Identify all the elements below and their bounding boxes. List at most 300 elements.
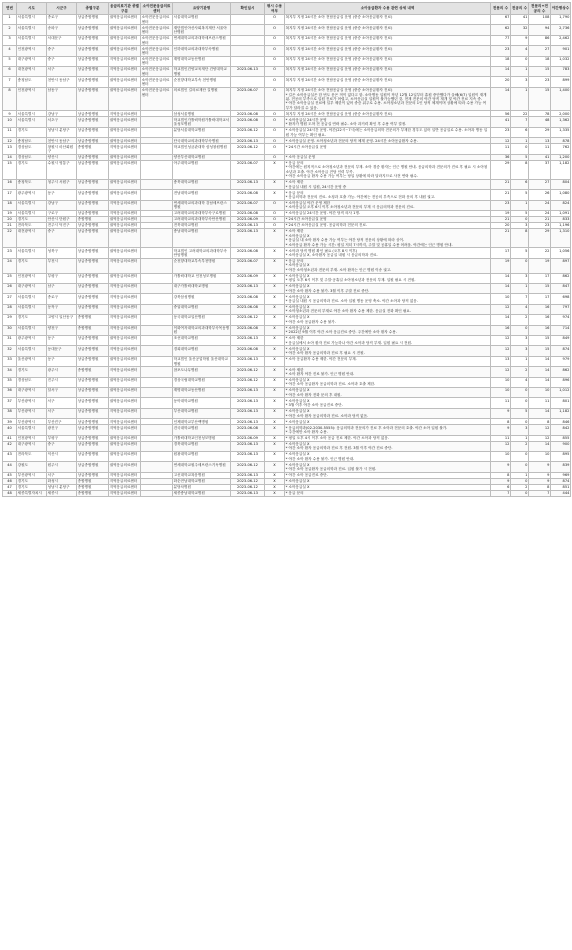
cell-detail: * 24시간 소아응급실 운영	[285, 144, 491, 154]
cell-total: 12	[529, 435, 551, 441]
cell-accept: O	[265, 46, 285, 56]
cell-total: 29	[529, 127, 551, 137]
table-row	[3, 25, 571, 35]
cell-residents: 8	[511, 160, 529, 179]
cell-hospital-name: 세종충남대학교병원	[173, 490, 231, 496]
cell-residents: 2	[511, 367, 529, 377]
cell-detail: * 소아응급실 X * 소아청소년과 전문의 부재로 야간 소아 환자 수용 제한. 응급실 전화 확인 필요.	[285, 304, 491, 314]
cell-type: 상급종합병원	[77, 452, 109, 462]
cell-hospital-name: 충북대학교병원	[173, 179, 231, 189]
table-row	[3, 425, 571, 435]
cell-no: 4	[3, 46, 17, 56]
cell-sigungu: 동구	[47, 190, 77, 200]
cell-total: 13	[529, 138, 551, 144]
cell-residents: 3	[511, 346, 529, 356]
cell-total: 15	[529, 336, 551, 346]
cell-specialists: 20	[491, 77, 511, 87]
cell-grade: 지역응급의료센터	[109, 304, 141, 314]
cell-residents: 0	[511, 398, 529, 408]
cell-no: 48	[3, 490, 17, 496]
cell-sigungu: 서대문구	[47, 35, 77, 45]
cell-accept: X	[265, 294, 285, 304]
cell-accept: X	[265, 315, 285, 325]
cell-accept: O	[265, 200, 285, 210]
cell-specialists: 11	[491, 144, 511, 154]
cell-accept: X	[265, 283, 285, 293]
cell-residents: 7	[511, 294, 529, 304]
column-header: 평시 수용 여부	[265, 3, 285, 15]
cell-no: 44	[3, 462, 17, 472]
cell-residents: 1	[511, 200, 529, 210]
table-row	[3, 160, 571, 179]
cell-beds: 1,091	[551, 211, 571, 217]
cell-specialists: 20	[491, 223, 511, 229]
cell-sido: 경기도	[17, 315, 47, 325]
cell-residents: 0	[511, 258, 529, 273]
cell-total: 86	[529, 35, 551, 45]
cell-detail: * 평일 오후 4시 이후 소아 응급 진료 제한. 야간 소아과 당직 없음.	[285, 435, 491, 441]
cell-no: 11	[3, 127, 17, 137]
cell-grade: 권역응급의료센터	[109, 388, 141, 398]
cell-date: 2023-06-13	[231, 490, 265, 496]
cell-type: 상급종합병원	[77, 377, 109, 387]
cell-hospital-name: 학교법인가톨릭학원가톨릭대학교서울성모병원	[173, 117, 230, 127]
cell-date: 2023-06-12	[231, 127, 265, 137]
cell-beds: 1,012	[551, 388, 571, 398]
cell-sido: 대구광역시	[17, 441, 47, 451]
cell-detail: * 소아응급실 X * 야간 소아 환자 응급의학과 진료. 소아과 당직 없음.	[285, 408, 491, 418]
cell-detail: * 응급 문의	[285, 490, 491, 496]
cell-detail: 복지부 지정 24시간 소아 전담응급실 운영 (중증 소아응급환자 진료)	[285, 77, 491, 87]
cell-accept: O	[265, 56, 285, 66]
cell-type: 상급종합병원	[77, 77, 109, 87]
cell-total: 10	[529, 452, 551, 462]
cell-hospital-name: 건국대학교병원	[173, 425, 231, 435]
cell-no: 16	[3, 179, 17, 189]
cell-hospital-name: 아주대학교병원	[173, 160, 231, 179]
cell-beds: 862	[551, 367, 571, 377]
cell-accept: X	[265, 478, 285, 484]
cell-beds: 698	[551, 294, 571, 304]
cell-date: 2023-06-09	[231, 217, 265, 223]
cell-accept: X	[265, 441, 285, 451]
cell-sido: 경기도	[17, 484, 47, 490]
cell-grade: 권역응급의료센터	[109, 46, 141, 56]
cell-residents: 0	[511, 388, 529, 398]
cell-specialists: 9	[491, 408, 511, 418]
cell-specialists: 6	[491, 484, 511, 490]
cell-hospital-name: 의료법인 길의료재단 길병원	[173, 87, 231, 111]
cell-no: 31	[3, 336, 17, 346]
cell-no: 34	[3, 367, 17, 377]
cell-sigungu: 중구	[47, 229, 77, 248]
cell-date: 2023-06-13	[231, 138, 265, 144]
cell-accept: X	[265, 346, 285, 356]
cell-total: 108	[529, 15, 551, 25]
cell-hospital-name: 연세대학교의과대학세브란스병원	[173, 35, 231, 45]
cell-hospital-name: 연세대학교원주세브란스기독병원	[173, 462, 231, 472]
cell-type: 상급종합병원	[77, 138, 109, 144]
table-row	[3, 248, 571, 258]
cell-sido: 인천광역시	[17, 87, 47, 111]
cell-sigungu: 세종시	[47, 490, 77, 496]
cell-grade: 권역응급의료센터	[109, 229, 141, 248]
cell-type: 종합병원	[77, 367, 109, 377]
cell-beds: 804	[551, 179, 571, 189]
cell-total: 10	[529, 388, 551, 398]
cell-beds: 1,080	[551, 190, 571, 200]
cell-hospital-name: 이화여자대학교의과대학부속목동병원	[173, 325, 230, 335]
table-row	[3, 408, 571, 418]
cell-peds: 소아전문응급의료센터	[141, 35, 173, 45]
cell-sido: 서울특별시	[17, 425, 47, 435]
cell-grade: 권역응급의료센터	[109, 452, 141, 462]
cell-sigungu: 동대문구	[47, 346, 77, 356]
cell-total: 24	[529, 211, 551, 217]
cell-grade: 지역응급의료센터	[109, 294, 141, 304]
cell-no: 14	[3, 154, 17, 160]
cell-beds: 762	[551, 144, 571, 154]
cell-sigungu: 화성시	[47, 478, 77, 484]
cell-detail: * 소아응급실 X * 야간 소아 응급환자 수용 불가.	[285, 315, 491, 325]
cell-beds: 797	[551, 304, 571, 314]
cell-residents: 1	[511, 435, 529, 441]
cell-sigungu: 천안시 동남구	[47, 138, 77, 144]
cell-no: 30	[3, 325, 17, 335]
cell-specialists: 14	[491, 87, 511, 111]
cell-residents: 1	[511, 472, 529, 478]
column-header: 시군구	[47, 3, 77, 15]
cell-total: 7	[529, 490, 551, 496]
cell-beds: 801	[551, 398, 571, 408]
cell-no: 1	[3, 15, 17, 25]
cell-residents: 1	[511, 87, 529, 111]
cell-no: 21	[3, 223, 17, 229]
cell-residents: 5	[511, 190, 529, 200]
cell-no: 22	[3, 229, 17, 248]
cell-no: 33	[3, 356, 17, 366]
cell-type: 상급종합병원	[77, 200, 109, 210]
cell-grade: 지역응급의료센터	[109, 408, 141, 418]
cell-no: 2	[3, 25, 17, 35]
cell-date	[231, 77, 265, 87]
cell-detail: 복지부 지정 24시간 소아 전담응급실 운영 (중증 소아응급환자 진료) * 길은 소아응급실은 한 번도 문은 적이 없다고 함. 소아병동 입원이 작년 12월 12일부터 휴원 중단했다가 올해(6/7) 입원이 재개됨. 전공의 부족으로 입원 진료가 어렵고, 소아응급실 입원이 불가능했던 것. 현재 전문의 야간 당직 재개 및 야간 진료 지속 중. * 야간 소아응급실 진료에 일부 제한이 있어 중증 위주로 수용. 소아청소년과 전문의 1인 당직 체계이며 상황에 따라 수용 가능 여부가 달라질 수 있음.	[285, 87, 491, 111]
cell-grade: 지역응급의료센터	[109, 315, 141, 325]
cell-accept: O	[265, 138, 285, 144]
cell-accept: O	[265, 217, 285, 223]
cell-accept: X	[265, 419, 285, 425]
table-row	[3, 283, 571, 293]
cell-date: 2023-06-08	[231, 425, 265, 435]
cell-type: 상급종합병원	[77, 25, 109, 35]
cell-grade: 지역응급의료센터	[109, 283, 141, 293]
cell-total: 23	[529, 223, 551, 229]
cell-sigungu: 원주시	[47, 462, 77, 472]
cell-date: 2023-06-07	[231, 87, 265, 111]
cell-accept: X	[265, 336, 285, 346]
cell-total: 14	[529, 377, 551, 387]
cell-peds: 소아전문응급의료센터	[141, 56, 173, 66]
table-row	[3, 346, 571, 356]
cell-peds	[141, 398, 173, 408]
cell-total: 78	[529, 111, 551, 117]
cell-residents: 3	[511, 336, 529, 346]
cell-grade: 지역응급의료센터	[109, 258, 141, 273]
table-row	[3, 490, 571, 496]
cell-date: 2023-06-12	[231, 315, 265, 325]
cell-residents: 0	[511, 490, 529, 496]
cell-peds	[141, 367, 173, 377]
cell-sido: 서울특별시	[17, 15, 47, 25]
cell-residents: 1	[511, 67, 529, 77]
cell-residents: 9	[511, 35, 529, 45]
cell-sigungu: 강남구	[47, 111, 77, 117]
cell-total: 22	[529, 248, 551, 258]
cell-total: 23	[529, 77, 551, 87]
cell-type: 상급종합병원	[77, 211, 109, 217]
cell-total: 14	[529, 408, 551, 418]
cell-grade: 지역응급의료센터	[109, 325, 141, 335]
cell-hospital-name: 단국대학교의과대학부속병원	[173, 138, 231, 144]
cell-accept: X	[265, 435, 285, 441]
cell-beds: 878	[551, 138, 571, 144]
cell-date: 2023-06-13	[231, 398, 265, 408]
cell-hospital-name: 참포도나무병원	[173, 367, 231, 377]
column-header: 응급의료기관 종별구분	[109, 4, 140, 13]
cell-residents: 41	[511, 15, 529, 25]
cell-date: 2023-06-13	[231, 223, 265, 229]
cell-detail: * 소아응급실 X * 야간 소아 환자 수용 불가. 3월 이후 주말 진료 중단.	[285, 283, 491, 293]
cell-date	[231, 25, 265, 35]
cell-no: 35	[3, 377, 17, 387]
table-row	[3, 15, 571, 25]
cell-sido: 부산광역시	[17, 398, 47, 408]
cell-sigungu: 천안시 동남구	[47, 77, 77, 87]
cell-detail: * 소아응급실 X * 응급실 내원 시 응급의학과 진료. 소아 입원 병동 운영 축소. 야간 소아과 당직 없음.	[285, 294, 491, 304]
cell-beds: 900	[551, 441, 571, 451]
cell-no: 43	[3, 452, 17, 462]
cell-hospital-name: 대구가톨릭대학교병원	[173, 283, 231, 293]
cell-specialists: 56	[491, 111, 511, 117]
cell-type: 상급종합병원	[77, 127, 109, 137]
cell-total: 27	[529, 46, 551, 56]
cell-accept: X	[265, 472, 285, 478]
cell-sido: 광주광역시	[17, 336, 47, 346]
cell-peds	[141, 273, 173, 283]
cell-sigungu: 동구	[47, 336, 77, 346]
cell-sido: 인천광역시	[17, 435, 47, 441]
cell-accept: X	[265, 304, 285, 314]
cell-total: 48	[529, 117, 551, 127]
cell-specialists: 21	[491, 179, 511, 189]
cell-detail: * 소아응급실 X	[285, 484, 491, 490]
cell-sido: 서울특별시	[17, 111, 47, 117]
cell-specialists: 16	[491, 325, 511, 335]
cell-total: 29	[529, 229, 551, 248]
cell-sido: 경기도	[17, 160, 47, 179]
table-row	[3, 200, 571, 210]
table-row	[3, 46, 571, 56]
cell-residents: 4	[511, 304, 529, 314]
cell-specialists: 19	[491, 211, 511, 217]
table-row	[3, 117, 571, 127]
cell-residents: 1	[511, 356, 529, 366]
cell-detail: * 소아응급실 24시간 운영. 야간(22시~7시)에는 소아응급의학 전문의가 부재한 경우도 있어 일반 응급실로 수용. 소아과 병동 입원 가능 여부는 확인 필요.	[285, 127, 491, 137]
cell-grade: 권역응급의료센터	[109, 127, 141, 137]
cell-no: 5	[3, 56, 17, 66]
cell-sigungu: 고양시 일산동구	[47, 315, 77, 325]
cell-peds	[141, 200, 173, 210]
cell-residents: 0	[511, 478, 529, 484]
table-row	[3, 441, 571, 451]
cell-hospital-name: 중앙대학교병원	[173, 304, 231, 314]
cell-date: 2023-06-08	[231, 211, 265, 217]
cell-accept: X	[265, 408, 285, 418]
cell-date: 2023-06-12	[231, 462, 265, 472]
cell-residents: 2	[511, 315, 529, 325]
cell-no: 42	[3, 441, 17, 451]
column-header: 소아전문응급의료센터	[141, 3, 173, 15]
cell-beds: 862	[551, 273, 571, 283]
cell-type: 상급종합병원	[77, 346, 109, 356]
cell-type: 상급종합병원	[77, 388, 109, 398]
cell-no: 3	[3, 35, 17, 45]
cell-sigungu: 중구	[47, 56, 77, 66]
cell-peds	[141, 127, 173, 137]
cell-detail: * 24시간 소아응급실 운영. 응급의학과 전문의 진료.	[285, 223, 491, 229]
cell-date: 2023-06-08	[231, 325, 265, 335]
cell-grade: 권역응급의료센터	[109, 377, 141, 387]
cell-total: 14	[529, 441, 551, 451]
cell-date: 2023-06-13	[231, 179, 265, 189]
cell-beds: 444	[551, 490, 571, 496]
cell-accept: O	[265, 67, 285, 77]
cell-grade: 지역응급의료센터	[109, 200, 141, 210]
cell-peds: 소아전문응급의료센터	[141, 25, 173, 35]
table-row	[3, 127, 571, 137]
cell-sigungu: 부천시	[47, 258, 77, 273]
cell-grade: 지역응급의료센터	[109, 211, 141, 217]
cell-detail: * 소아응급실 24시간 운영 * 환자가 병원 도착 전 응급실 연락 필수. 소아 과거력 확인 후 수용 여부 결정.	[285, 117, 491, 127]
column-header: 종별구분	[77, 3, 109, 15]
cell-no: 8	[3, 87, 17, 111]
cell-peds	[141, 144, 173, 154]
cell-specialists: 18	[491, 56, 511, 66]
cell-hospital-name: 계명대학교동산병원	[173, 388, 231, 398]
cell-sigungu: 익산시	[47, 452, 77, 462]
cell-grade: 권역응급의료센터	[109, 154, 141, 160]
cell-specialists: 10	[491, 377, 511, 387]
cell-sido: 세종특별자치시	[17, 490, 47, 496]
cell-specialists: 12	[491, 441, 511, 451]
cell-detail: * 소아응급실 X * 야간 소아 환자 응급의학과 진료 후 필요 시 전원.	[285, 346, 491, 356]
cell-peds	[141, 377, 173, 387]
cell-total: 12	[529, 425, 551, 435]
cell-date: 2023-06-08	[231, 248, 265, 258]
cell-sido: 서울특별시	[17, 248, 47, 258]
cell-hospital-name: 충남대학교병원	[173, 229, 231, 248]
cell-hospital-name: 가톨릭대학교인천성모병원	[173, 435, 231, 441]
cell-no: 15	[3, 160, 17, 179]
cell-detail: * 응급의학과(02-2030-5555): 응급의학과 전문의가 진료 후 소아과 전문의 호출. 야간 소아 입원 불가. * 주간에만 소아 환자 수용.	[285, 425, 491, 435]
cell-peds	[141, 452, 173, 462]
spreadsheet	[2, 2, 570, 497]
cell-beds: 895	[551, 452, 571, 462]
cell-beds: 2,736	[551, 25, 571, 35]
cell-peds	[141, 229, 173, 248]
cell-beds: 896	[551, 377, 571, 387]
cell-specialists: 14	[491, 273, 511, 283]
cell-sigungu: 서초구	[47, 117, 77, 127]
cell-sido: 울산광역시	[17, 356, 47, 366]
cell-accept: X	[265, 377, 285, 387]
cell-accept: X	[265, 160, 285, 179]
cell-accept: X	[265, 273, 285, 283]
cell-accept: O	[265, 35, 285, 45]
column-header: 요양기관명	[173, 3, 231, 15]
cell-total: 24	[529, 200, 551, 210]
cell-type: 종합병원	[77, 478, 109, 484]
cell-accept: O	[265, 25, 285, 35]
cell-detail: * 소아응급실 X * 2022년 9월 이후 야간 소아 응급진료 중단. 주간에만 소아 환자 수용.	[285, 325, 491, 335]
cell-date: 2023-06-13	[231, 472, 265, 478]
cell-no: 6	[3, 67, 17, 77]
cell-type: 상급종합병원	[77, 304, 109, 314]
cell-detail: * 소아응급실 X * 야간 소아 환자 수용 불가. 인근 병원 안내.	[285, 452, 491, 462]
cell-date: 2023-06-12	[231, 144, 265, 154]
cell-beds: 1,200	[551, 154, 571, 160]
cell-hospital-name: 학교법인성균관대학 삼성창원병원	[173, 144, 231, 154]
cell-hospital-name: 학교법인건양교육재단 건양대학교병원	[173, 67, 231, 77]
cell-grade: 권역응급의료센터	[109, 217, 141, 223]
cell-specialists: 36	[491, 154, 511, 160]
cell-specialists: 29	[491, 160, 511, 179]
cell-detail: * 소아 제한 * 응급실 내원 시 입원, 24시간 운영 중	[285, 179, 491, 189]
cell-detail: * 소아응급실 X * 평일 오후 6시 이후 및 주말·공휴일 소아청소년과 전문의 부재. 입원 필요 시 전원.	[285, 273, 491, 283]
cell-no: 9	[3, 111, 17, 117]
cell-sido: 서울특별시	[17, 211, 47, 217]
cell-peds	[141, 441, 173, 451]
cell-type: 상급종합병원	[77, 398, 109, 408]
cell-detail: * 소아 제한 * 소아응급실 X * 응급실 내 소아 환자 수용 가능 여부는 야간 당직 전문의 상황에 따라 상이. * 소아응급 환자 수용 가능 시간: 평일 저녁 7시까지, 주말 및 공휴일 수용 어려움. 야간에는 인근 병원 안내.	[285, 229, 491, 248]
cell-total: 8	[529, 484, 551, 490]
cell-date: 2023-06-07	[231, 258, 265, 273]
cell-no: 46	[3, 478, 17, 484]
table-row	[3, 273, 571, 283]
cell-hospital-name: 양산부산대학교병원	[173, 154, 231, 160]
cell-detail: 복지부 지정 24시간 소아 전담응급실 운영 (중증 소아응급환자 진료)	[285, 56, 491, 66]
cell-sido: 강원도	[17, 462, 47, 472]
cell-total: 41	[529, 154, 551, 160]
cell-beds: 2,000	[551, 111, 571, 117]
cell-detail: * 소아응급실 야간 운영 제한 * 소아응급실 오후 6시 이후 소아청소년과 전문의 부재 시 응급의학과 전문의 진료.	[285, 200, 491, 210]
cell-sido: 대구광역시	[17, 283, 47, 293]
cell-detail: * 소아응급실 X * 야간 소아 환자 응급의학과 진료 후 전원. 3월 이후 야간 진료 중단.	[285, 441, 491, 451]
cell-no: 27	[3, 294, 17, 304]
cell-beds: 847	[551, 283, 571, 293]
cell-total: 8	[529, 419, 551, 425]
cell-sido: 서울특별시	[17, 35, 47, 45]
cell-residents: 1	[511, 138, 529, 144]
cell-date: 2023-06-13	[231, 452, 265, 462]
table-row	[3, 56, 571, 66]
cell-sido: 대구광역시	[17, 56, 47, 66]
cell-hospital-name: 경북대학교병원	[173, 441, 231, 451]
cell-detail: 복지부 지정 24시간 소아 전담응급실 운영 (중증 소아응급환자 진료)	[285, 15, 491, 25]
cell-beds: 846	[551, 419, 571, 425]
cell-sido: 부산광역시	[17, 419, 47, 425]
cell-type: 상급종합병원	[77, 67, 109, 77]
